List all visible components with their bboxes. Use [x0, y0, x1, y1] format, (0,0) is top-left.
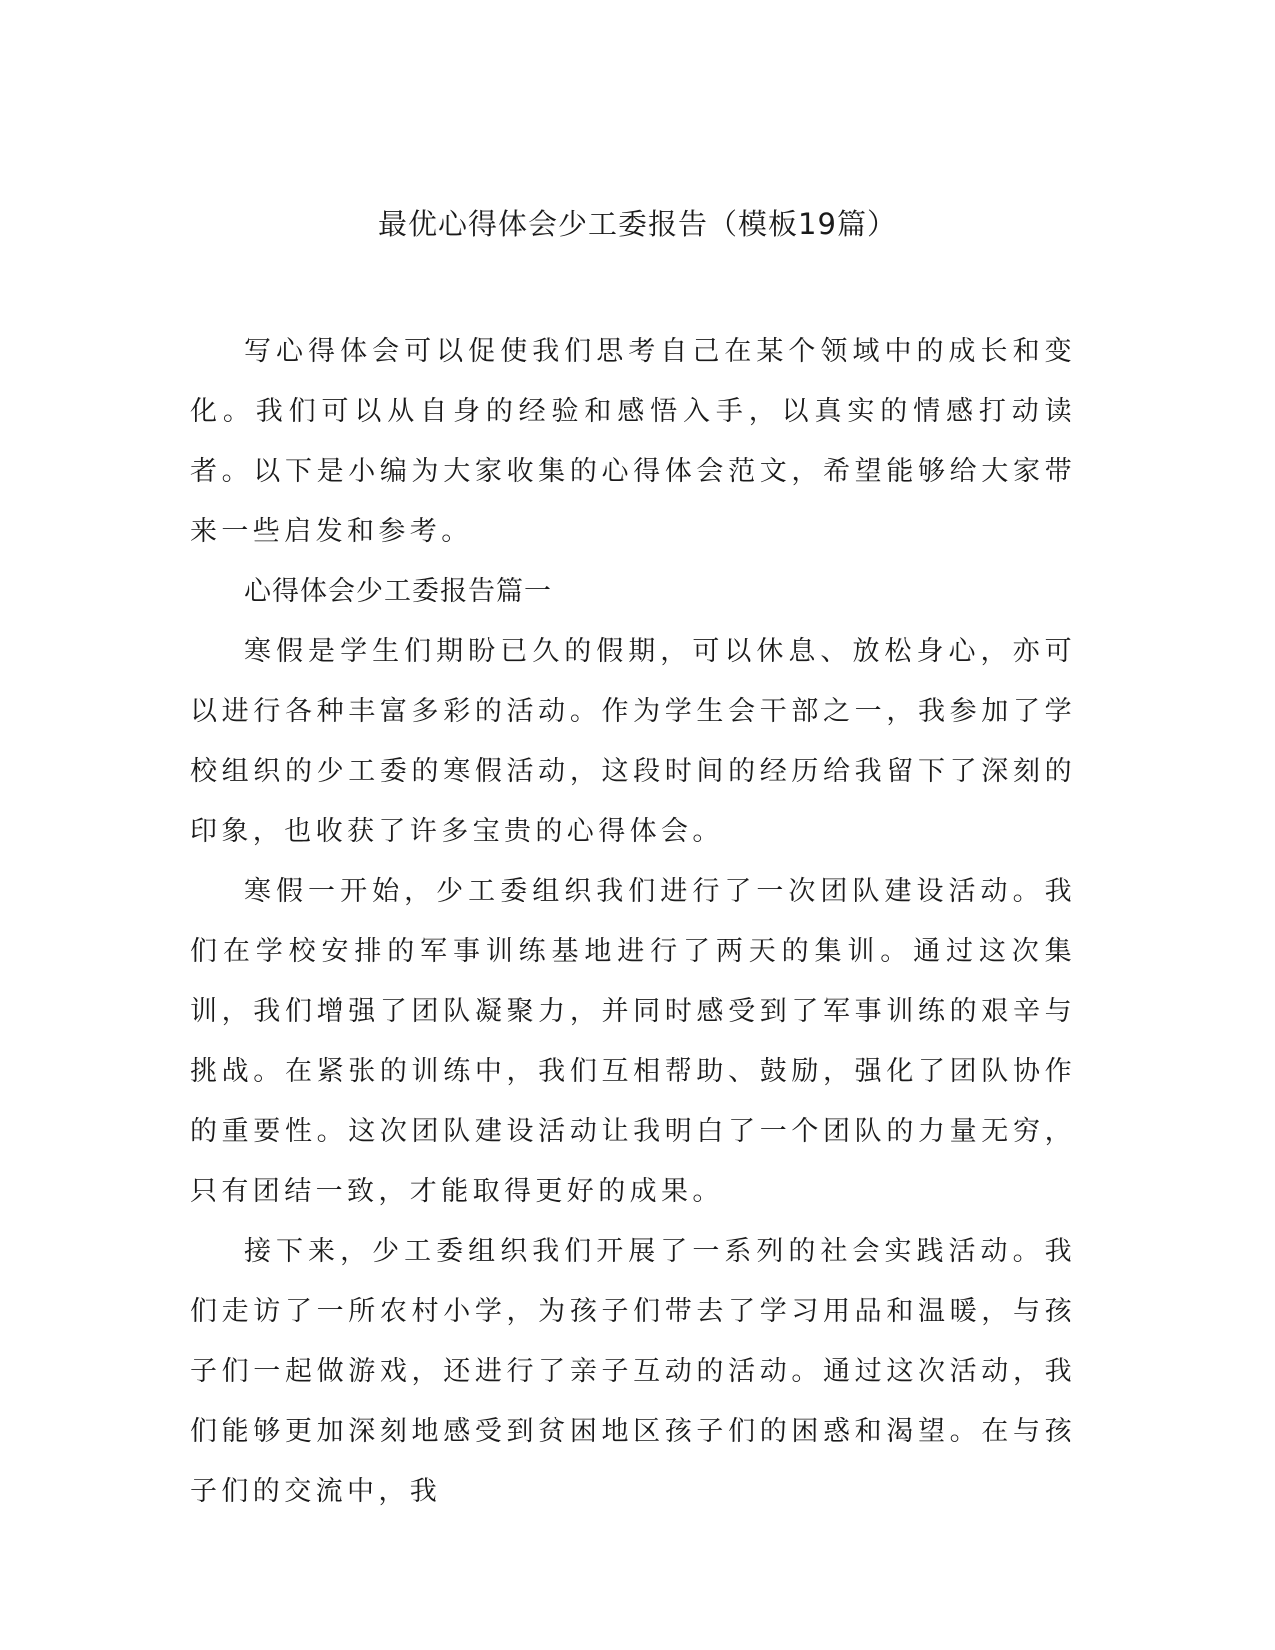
body-paragraph: 接下来，少工委组织我们开展了一系列的社会实践活动。我们走访了一所农村小学，为孩子们带去了学习用品和温暖，与孩子们一起做游戏，还进行了亲子互动的活动。通过这次活动，我们能够更加深刻地感受到贫困地区孩子们的困惑和渴望。在与孩子们的交流中，我	[190, 1236, 1076, 1507]
document-title: 最优心得体会少工委报告（模板19篇）	[378, 207, 897, 241]
body-paragraph: 寒假一开始，少工委组织我们进行了一次团队建设活动。我们在学校安排的军事训练基地进行了两天的集训。通过这次集训，我们增强了团队凝聚力，并同时感受到了军事训练的艰辛与挑战。在紧张的训练中，我们互相帮助、鼓励，强化了团队协作的重要性。这次团队建设活动让我明白了一个团队的力量无穷，只有团结一致，才能取得更好的成果。	[190, 876, 1076, 1207]
section-heading: 心得体会少工委报告篇一	[244, 576, 552, 607]
body-paragraph: 寒假是学生们期盼已久的假期，可以休息、放松身心，亦可以进行各种丰富多彩的活动。作为学生会干部之一，我参加了学校组织的少工委的寒假活动，这段时间的经历给我留下了深刻的印象，也收获了许多宝贵的心得体会。	[190, 636, 1076, 847]
intro-paragraph: 写心得体会可以促使我们思考自己在某个领域中的成长和变化。我们可以从自身的经验和感悟入手，以真实的情感打动读者。以下是小编为大家收集的心得体会范文，希望能够给大家带来一些启发和参考。	[190, 336, 1076, 547]
document-body	[190, 322, 1076, 1522]
